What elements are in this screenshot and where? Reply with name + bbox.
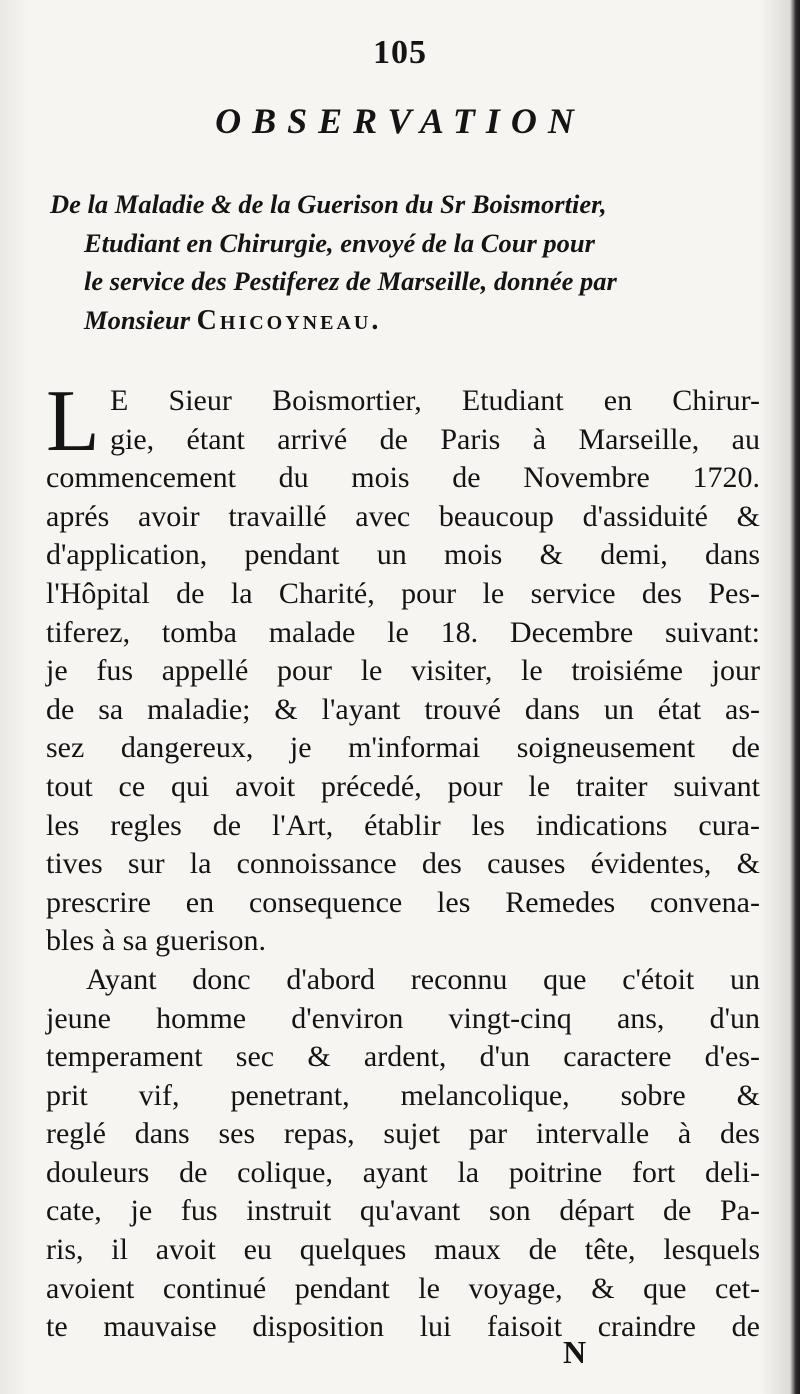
text-line: jeune homme d'environ vingt-cinq ans, d'un	[46, 1001, 760, 1035]
text-line: bles à sa guerison.	[46, 924, 266, 958]
text-line: tout ce qui avoit précedé, pour le traiter suivant	[46, 769, 760, 803]
signature-mark: N	[563, 1334, 587, 1370]
text-line: cate, je fus instruit qu'avant son départ de Pa-	[46, 1194, 760, 1228]
text-line: ris, il avoit eu quelques maux de tête, lesquels	[46, 1233, 760, 1267]
subtitle-line	[50, 301, 762, 341]
text-line: temperament sec & ardent, d'un caractere d'es-	[46, 1040, 760, 1074]
body-text	[46, 373, 760, 1347]
text-line: reglé dans ses repas, sujet par intervalle à des	[46, 1117, 760, 1151]
text-line: te mauvaise disposition lui faisoit craindre de	[46, 1310, 760, 1344]
text-line: Ayant donc d'abord reconnu que c'étoit un	[86, 962, 760, 996]
text-line: d'application, pendant un mois & demi, dans	[46, 538, 760, 572]
subtitle-line: Etudiant en Chirurgie, envoyé de la Cour pour	[84, 227, 595, 258]
subtitle-line: De la Maladie & de la Guerison du Sr Boismortier,	[50, 189, 607, 219]
text-line: tiferez, tomba malade le 18. Decembre suivant:	[46, 615, 760, 649]
text-line: les regles de l'Art, établir les indications cura-	[46, 808, 760, 842]
subtitle-line: le service des Pestiferez de Marseille, donnée par	[84, 266, 617, 296]
text-line: gie, étant arrivé de Paris à Marseille, au	[110, 422, 760, 456]
subtitle	[50, 185, 762, 340]
text-line: tives sur la connoissance des causes évidentes, &	[46, 847, 760, 881]
author-name: Chicoyneau.	[196, 304, 382, 336]
drop-cap: L	[46, 373, 100, 470]
text-line: E Sieur Boismortier, Etudiant en Chirur-	[110, 384, 760, 417]
text-line: avoient continué pendant le voyage, & que cet-	[46, 1271, 760, 1305]
text-line: commencement du mois de Novembre 1720.	[46, 461, 760, 495]
subtitle-prefix: Monsieur	[84, 304, 191, 335]
text-line: l'Hôpital de la Charité, pour le service des Pes-	[46, 576, 760, 610]
section-heading: OBSERVATION	[215, 101, 585, 141]
text-line: aprés avoir travaillé avec beaucoup d'assiduité &	[46, 499, 760, 533]
text-line: prit vif, penetrant, melancolique, sobre &	[46, 1078, 760, 1112]
page-number: 105	[373, 34, 427, 71]
text-line: douleurs de colique, ayant la poitrine fort deli-	[46, 1155, 760, 1189]
text-line: de sa maladie; & l'ayant trouvé dans un état as-	[46, 692, 760, 726]
text-line: je fus appellé pour le visiter, le troisiéme jour	[46, 654, 760, 688]
text-line: sez dangereux, je m'informai soigneusement de	[46, 731, 760, 765]
text-line: prescrire en consequence les Remedes convena-	[46, 885, 760, 919]
